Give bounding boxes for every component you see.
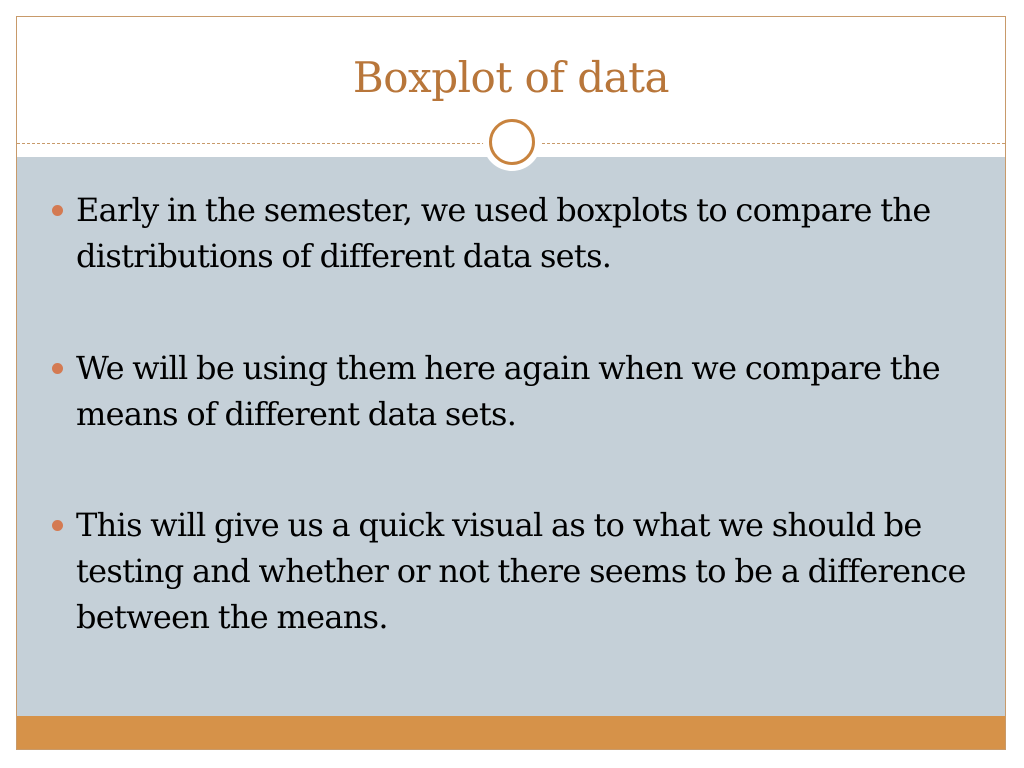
slide (16, 16, 1006, 750)
bullet-text: Early in the semester, we used boxplots to compare the distributions of different data sets. (76, 191, 931, 275)
footer-bar (17, 716, 1005, 750)
content-area (17, 157, 1005, 716)
list-item (76, 345, 966, 437)
bullet-dot-icon (52, 520, 63, 531)
bullet-dot-icon (52, 205, 63, 216)
circle-ring-icon (483, 113, 541, 171)
list-item (76, 187, 966, 279)
list-item (76, 502, 966, 640)
bullet-text: This will give us a quick visual as to what we should be testing and whether or not there seems to be a difference between the means. (76, 506, 966, 636)
bullet-dot-icon (52, 363, 63, 374)
slide-title: Boxplot of data (352, 53, 670, 102)
bullet-text: We will be using them here again when we compare the means of different data sets. (76, 349, 941, 433)
circle-ring-inner (489, 119, 535, 165)
